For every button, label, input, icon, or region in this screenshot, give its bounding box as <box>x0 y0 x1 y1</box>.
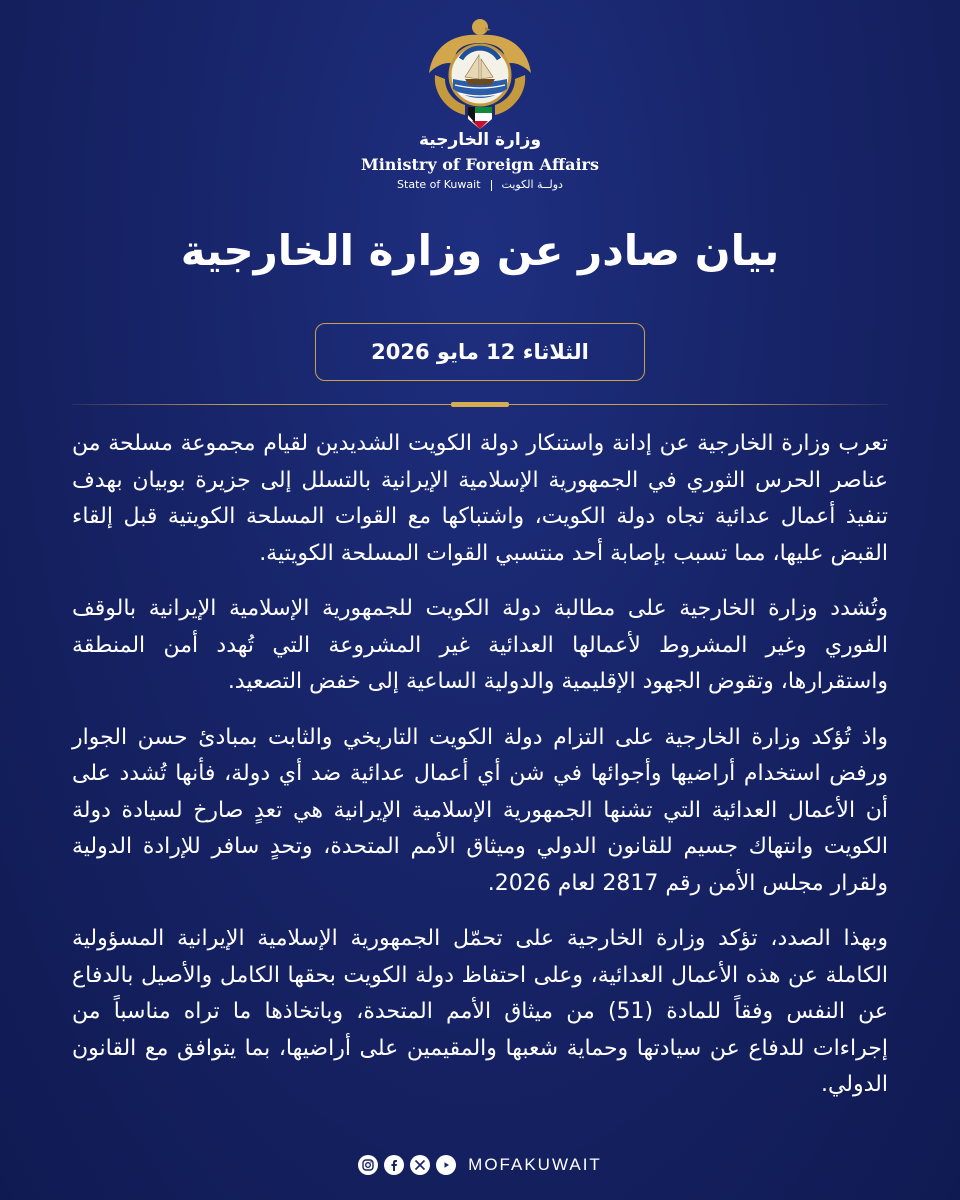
kuwait-emblem <box>425 15 535 137</box>
state-name-arabic: دولــة الكويت <box>501 178 563 191</box>
youtube-icon[interactable] <box>436 1155 456 1175</box>
state-line <box>0 178 960 191</box>
paragraph: وبهذا الصدد، تؤكد وزارة الخارجية على تحمّل الجمهورية الإسلامية الإيرانية المسؤولية الكاملة عن هذه الأعمال العدائية، وعلى احتفاظ دولة الكويت بحقها الكامل والأصيل بالدفاع عن النفس وفقاً للمادة (51) من ميثاق الأمم المتحدة، وباتخاذها ما تراه مناسباً من إجراءات للدفاع عن سيادتها وحماية شعبها والمقيمين على أراضيها، بما يتوافق مع القانون الدولي. <box>72 926 889 1097</box>
social-handle[interactable]: MOFAKUWAIT <box>468 1155 602 1174</box>
divider-accent <box>451 402 509 407</box>
x-icon[interactable] <box>410 1155 430 1175</box>
statement-body <box>72 426 888 1123</box>
social-footer <box>0 1150 960 1180</box>
ministry-name-arabic: وزارة الخارجية <box>418 130 542 150</box>
statement-date: الثلاثاء 12 مايو 2026 <box>371 340 589 364</box>
paragraph: تعرب وزارة الخارجية عن إدانة واستنكار دولة الكويت الشديدين لقيام مجموعة مسلحة من عناصر الحرس الثوري في الجمهورية الإسلامية الإيرانية بالتسلل إلى جزيرة بوبيان بهدف تنفيذ أعمال عدائية تجاه دولة الكويت، واشتباكها مع القوات المسلحة الكويتية قبل إلقاء القبض عليها، مما تسبب بإصابة أحد منتسبي القوات المسلحة الكويتية. <box>72 431 888 566</box>
paragraph: وتُشدد وزارة الخارجية على مطالبة دولة الكويت للجمهورية الإسلامية الإيرانية بالوقف الفوري وغير المشروط لأعمالها العدائية غير المشروعة التي تُهدد أمن المنطقة واستقرارها، وتقوض الجهود الإقليمية والدولية الساعية إلى خفض التصعيد. <box>72 596 888 694</box>
instagram-icon[interactable] <box>358 1155 378 1175</box>
ministry-name-english: Ministry of Foreign Affairs <box>361 155 599 174</box>
state-separator <box>491 180 492 191</box>
facebook-icon[interactable] <box>384 1155 404 1175</box>
paragraph: واذ تُؤكد وزارة الخارجية على التزام دولة الكويت التاريخي والثابت بمبادئ حسن الجوار ورفض استخدام أراضيها وأجوائها في شن أي أعمال عدائية ضد أي دولة، فأنها تُشدد على أن الأعمال العدائية التي تشنها الجمهورية الإسلامية الإيرانية هي تعدٍ صارخ لسيادة دولة الكويت وانتهاك جسيم للقانون الدولي وميثاق الأمم المتحدة، وتحدٍ سافر للإرادة الدولية ولقرار مجلس الأمن رقم 2817 لعام 2026. <box>72 724 888 896</box>
emblem-graphic <box>425 15 535 137</box>
state-name-english: State of Kuwait <box>397 178 481 191</box>
date-box <box>315 323 645 381</box>
statement-title: بيان صادر عن وزارة الخارجية <box>180 226 780 275</box>
